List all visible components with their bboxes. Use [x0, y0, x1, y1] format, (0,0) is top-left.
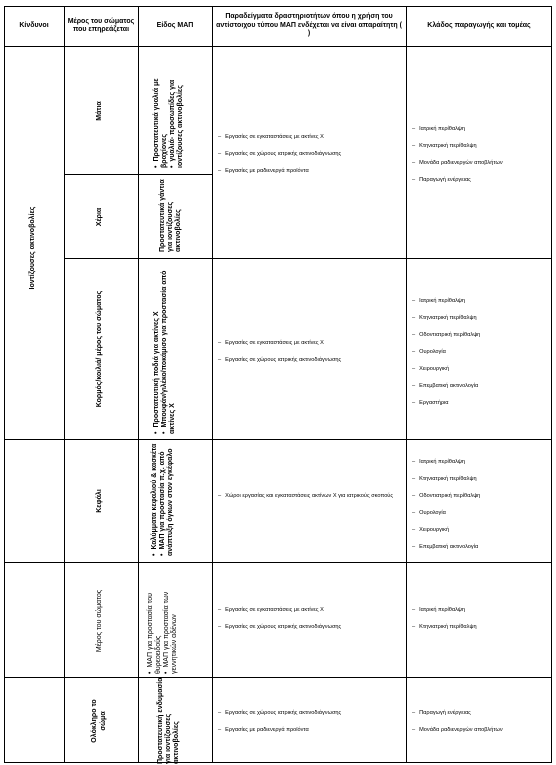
ppe-item: Προστατευτικά γυαλιά με βραχίονες	[153, 78, 168, 168]
bullet: –	[412, 459, 416, 465]
body-part-label: Χέρια	[96, 207, 103, 227]
sectors-list	[412, 126, 503, 194]
bullet: •	[153, 165, 160, 168]
table-border-left	[4, 6, 5, 763]
column-divider	[64, 6, 65, 763]
ppe-item: Μπουφάν/γιλέκο/ποκάμισο για προστασία από ακτίνες Χ	[161, 270, 176, 434]
activities-list	[218, 493, 398, 510]
activities-list	[218, 134, 341, 185]
bullet: –	[412, 607, 416, 613]
ppe-item: Καλύμματα κεφαλιού & κασκέτα	[151, 443, 158, 550]
bullet: –	[412, 400, 416, 406]
sector-item: Ουρολογία	[419, 349, 446, 355]
sector-item: Παραγωγή ενέργειας	[419, 177, 471, 183]
bullet: •	[159, 553, 166, 556]
bullet: –	[412, 160, 416, 166]
activities-list	[218, 340, 341, 374]
ppe-type-cell	[159, 171, 191, 253]
bullet: –	[218, 340, 222, 346]
header-sector: Κλάδος παραγωγής και τομέας	[427, 21, 531, 29]
sector-item: Ιατρική περίθαλψη	[419, 298, 466, 304]
activity-item: Εργασίες σε εγκαταστάσεις με ακτίνες Χ	[225, 134, 324, 140]
activity-item: Χώροι εργασίας και εγκαταστάσεις ακτίνων Χ για ιατρικούς σκοπούς	[225, 493, 394, 499]
sector-item: Οδοντιατρική περίθαλψη	[419, 493, 481, 499]
ppe-type-cell	[153, 53, 197, 171]
bullet: –	[412, 366, 416, 372]
hazard-label: Ιοντίζουσες ακτινοβολίες	[29, 206, 36, 290]
header-examples: Παραδείγματα δραστηριοτήτων όπου η χρήση του αντίστοιχου τύπου ΜΑΠ ενδέχεται να είναι απαραίτητη ( )	[216, 13, 402, 38]
bullet: –	[218, 134, 222, 140]
body-part-label: Ολόκληρο το σώμα	[91, 699, 107, 743]
activity-item: Εργασίες με ραδιενεργά προϊόντα	[225, 168, 309, 174]
sector-item: Επεμβατική ακτινολογία	[419, 383, 479, 389]
ppe-item: ΜΑΠ για προστασία του θυρεοειδούς	[147, 593, 162, 674]
sectors-list	[412, 607, 477, 641]
sector-item: Ιατρική περίθαλψη	[419, 459, 466, 465]
bullet: –	[412, 349, 416, 355]
ppe-table	[4, 6, 552, 763]
sector-item: Κτηνιατρική περίθαλψη	[419, 143, 477, 149]
bullet: –	[412, 177, 416, 183]
activity-item: Εργασίες σε χώρους ιατρικής ακτινοδιάγνωσης	[225, 710, 342, 716]
column-divider	[406, 6, 407, 763]
ppe-type-cell	[153, 256, 197, 436]
bullet: –	[412, 510, 416, 516]
sector-item: Ιατρική περίθαλψη	[419, 607, 466, 613]
header-ppe-type: Είδος ΜΑΠ	[156, 21, 194, 29]
sector-item: Χειρουργική	[419, 527, 450, 533]
bullet: –	[412, 493, 416, 499]
table-border-right	[551, 6, 552, 763]
bullet: –	[412, 126, 416, 132]
row-divider	[4, 677, 552, 678]
bullet: –	[218, 168, 222, 174]
bullet: •	[147, 671, 154, 674]
sector-item: Κτηνιατρική περίθαλψη	[419, 624, 477, 630]
bullet: –	[218, 151, 222, 157]
ppe-item: Προστατευτική ποδιά για ακτίνες Χ	[153, 311, 160, 428]
ppe-item: ΜΑΠ για προστασία π.χ. από ανάπτυξη όγκων στον εγκέφαλο	[159, 448, 174, 556]
header-divider	[4, 46, 552, 47]
bullet: –	[412, 727, 416, 733]
bullet: –	[412, 710, 416, 716]
row-divider	[4, 439, 552, 440]
bullet: –	[412, 476, 416, 482]
body-part-label: Κεφάλι	[96, 489, 103, 513]
bullet: •	[153, 431, 160, 434]
header-body-part: Μέρος του σώματος που επηρεάζεται	[67, 17, 135, 33]
sectors-list	[412, 298, 480, 417]
bullet: –	[412, 624, 416, 630]
bullet: •	[161, 431, 168, 434]
activity-item: Εργασίες με ραδιενεργά προϊόντα	[225, 727, 309, 733]
bullet: –	[218, 624, 222, 630]
bullet: –	[412, 298, 416, 304]
bullet: –	[412, 143, 416, 149]
activity-item: Εργασίες σε χώρους ιατρικής ακτινοδιάγνωσης	[225, 357, 342, 363]
bullet: –	[218, 727, 222, 733]
ppe-item: Προστατευτική ενδυμασία για ιοντίζουσες ακτινοβολίες	[157, 677, 180, 764]
bullet: –	[412, 527, 416, 533]
bullet: –	[412, 383, 416, 389]
sector-item: Παραγωγή ενέργειας	[419, 710, 471, 716]
column-divider	[138, 6, 139, 763]
bullet: –	[218, 493, 222, 499]
sectors-list	[412, 459, 480, 561]
bullet: –	[412, 544, 416, 550]
activities-list	[218, 607, 341, 641]
body-part-label: Μέρος του σώματος	[96, 589, 103, 653]
activities-list	[218, 710, 341, 744]
sector-item: Επεμβατική ακτινολογία	[419, 544, 479, 550]
sector-item: Κτηνιατρική περίθαλψη	[419, 476, 477, 482]
ppe-item: ΜΑΠ για προστασία των γεννητικών αδένων	[163, 591, 178, 674]
ppe-item: Προστατευτικά γάντια για ιοντίζουσες ακτινοβολίες	[159, 179, 182, 252]
header-hazard: Κίνδυνοι	[19, 21, 49, 29]
sector-item: Ουρολογία	[419, 510, 446, 516]
sector-item: Ιατρική περίθαλψη	[419, 126, 466, 132]
ppe-type-cell	[151, 438, 199, 558]
activity-item: Εργασίες σε χώρους ιατρικής ακτινοδιάγνωσης	[225, 624, 342, 630]
bullet: –	[412, 332, 416, 338]
body-part-label: Μάτια	[96, 101, 103, 121]
body-part-label: Κορμός/κοιλιά/ μέρος του σώματος	[96, 290, 103, 408]
activity-item: Εργασίες σε εγκαταστάσεις με ακτίνες Χ	[225, 340, 324, 346]
ppe-type-cell	[157, 673, 193, 765]
bullet: –	[412, 315, 416, 321]
ppe-item: γυαλιά- προσωπίδες για ιοντίζουσες ακτινοβολίες	[169, 79, 184, 168]
sector-item: Εργαστήρια	[419, 400, 449, 406]
bullet: –	[218, 357, 222, 363]
bullet: •	[163, 671, 170, 674]
bullet: •	[169, 165, 176, 168]
ppe-type-cell	[147, 572, 203, 676]
bullet: •	[151, 553, 158, 556]
bullet: –	[218, 710, 222, 716]
sector-item: Μονάδα ραδιενεργών αποβλήτων	[419, 160, 503, 166]
sector-item: Οδοντιατρική περίθαλψη	[419, 332, 481, 338]
bullet: –	[218, 607, 222, 613]
column-divider	[212, 6, 213, 763]
row-divider	[4, 562, 552, 563]
sector-item: Μονάδα ραδιενεργών αποβλήτων	[419, 727, 503, 733]
activity-item: Εργασίες σε εγκαταστάσεις με ακτίνες Χ	[225, 607, 324, 613]
sectors-list	[412, 710, 503, 744]
sector-item: Κτηνιατρική περίθαλψη	[419, 315, 477, 321]
sector-item: Χειρουργική	[419, 366, 450, 372]
activity-item: Εργασίες σε χώρους ιατρικής ακτινοδιάγνωσης	[225, 151, 342, 157]
